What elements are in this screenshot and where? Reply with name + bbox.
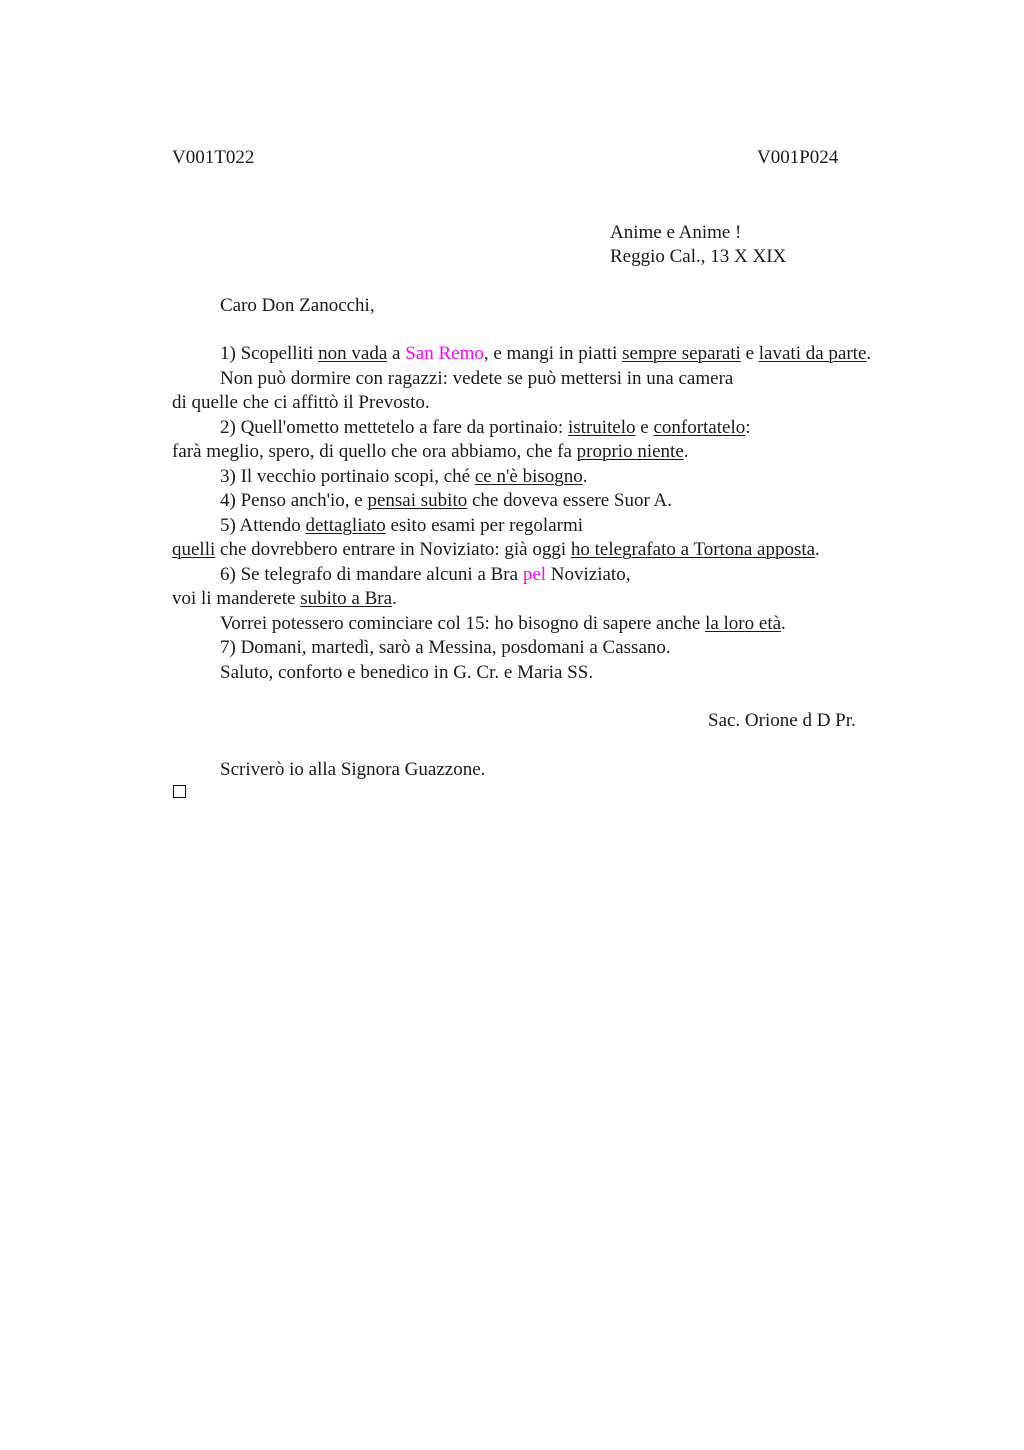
item-2-line-2: farà meglio, spero, di quello che ora abbiamo, che fa proprio niente. — [172, 441, 689, 462]
item-6-line-3: Vorrei potessero cominciare col 15: ho bisogno di sapere anche la loro età. — [220, 612, 786, 634]
item-5-line-2: quelli che dovrebbero entrare in Noviziato: già oggi ho telegrafato a Tortona apposta. — [172, 539, 820, 560]
item-1: 1) Scopelliti non vada a San Remo, e mangi in piatti sempre separati e lavati da parte. — [220, 343, 872, 364]
item-6-line-2: voi li manderete subito a Bra. — [172, 588, 397, 609]
item-1-line-3: di quelle che ci affittò il Prevosto. — [172, 392, 430, 413]
item-1-line-2: Non può dormire con ragazzi: vedete se può mettersi in una camera — [220, 367, 734, 389]
item-2: 2) Quell'ometto mettetelo a fare da portinaio: istruitelo e confortatelo: — [220, 416, 751, 438]
item-5: 5) Attendo dettagliato esito esami per regolarmi — [220, 514, 584, 536]
item-4: 4) Penso anch'io, e pensai subito che doveva essere Suor A. — [220, 490, 672, 511]
signature: Sac. Orione d D Pr. — [708, 710, 856, 731]
item-3: 3) Il vecchio portinaio scopi, ché ce n'è bisogno. — [220, 465, 588, 487]
letter-body — [172, 342, 962, 685]
item-6: 6) Se telegrafo di mandare alcuni a Bra pel Noviziato, — [220, 563, 631, 585]
header-left-code: V001T022 — [172, 147, 255, 168]
closing-line: Saluto, conforto e benedico in G. Cr. e Maria SS. — [220, 661, 594, 683]
place-date: Reggio Cal., 13 X XIX — [610, 246, 787, 267]
square-outline-icon — [173, 785, 186, 798]
postscript: Scriverò io alla Signora Guazzone. — [220, 759, 486, 780]
item-7: 7) Domani, martedì, sarò a Messina, posdomani a Cassano. — [220, 637, 671, 658]
header-right-code: V001P024 — [757, 147, 839, 168]
letter-motto: Anime e Anime ! — [610, 222, 742, 243]
salutation: Caro Don Zanocchi, — [220, 295, 375, 316]
